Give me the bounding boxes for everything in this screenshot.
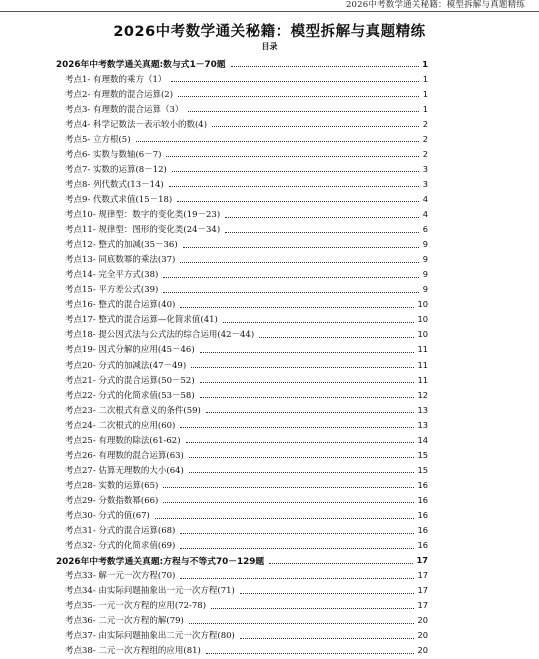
toc-page-number: 1 bbox=[422, 103, 428, 114]
dot-leader bbox=[180, 533, 414, 534]
dot-leader bbox=[231, 66, 419, 67]
dot-leader bbox=[180, 307, 414, 308]
toc-entry-label: 考点35- 一元一次方程的应用(72-78) bbox=[65, 601, 207, 612]
dot-leader bbox=[172, 171, 419, 172]
toc-page-number: 20 bbox=[417, 645, 428, 656]
toc-entry-label: 考点9- 代数式求值(15－18) bbox=[65, 194, 173, 205]
dot-leader bbox=[186, 442, 415, 443]
toc-entry-label: 考点32- 分式的化简求值(69) bbox=[65, 541, 176, 552]
toc-page-number: 15 bbox=[417, 464, 428, 475]
dot-leader bbox=[269, 563, 413, 564]
toc-page-number: 16 bbox=[417, 540, 428, 551]
toc-page-number: 16 bbox=[417, 494, 428, 505]
toc-page-number: 9 bbox=[422, 284, 428, 295]
toc-page-number: 20 bbox=[417, 615, 428, 626]
toc-page-number: 10 bbox=[417, 299, 428, 310]
toc-page-number: 9 bbox=[422, 239, 428, 250]
dot-leader bbox=[200, 352, 415, 353]
dot-leader bbox=[180, 262, 419, 263]
toc-entry-label: 考点25- 有理数的除法(61-62) bbox=[65, 435, 181, 446]
dot-leader bbox=[189, 472, 415, 473]
dot-leader bbox=[163, 292, 419, 293]
dot-leader bbox=[191, 367, 414, 368]
dot-leader bbox=[212, 126, 419, 127]
toc-page-number: 10 bbox=[417, 314, 428, 325]
toc-page-number: 4 bbox=[422, 193, 428, 204]
toc-page-number: 1 bbox=[422, 73, 428, 84]
toc-entry-label: 考点21- 分式的混合运算(50－52) bbox=[65, 375, 195, 386]
dot-leader bbox=[180, 548, 414, 549]
toc-page-number: 17 bbox=[416, 555, 428, 566]
toc-entry-label: 考点22- 分式的化简求值(53－58) bbox=[65, 390, 195, 401]
header-rule bbox=[0, 11, 539, 12]
document-title: 2026中考数学通关秘籍：模型拆解与真题精练 bbox=[113, 24, 426, 40]
dot-leader bbox=[189, 457, 415, 458]
toc-page-number: 11 bbox=[417, 374, 428, 385]
toc-entry-label: 考点36- 二元一次方程的解(79) bbox=[65, 616, 184, 627]
toc-entry-label: 2026年中考数学通关真题:数与式1－70题 bbox=[56, 60, 226, 70]
toc-page-number: 16 bbox=[417, 525, 428, 536]
toc-entry-label: 考点38- 二元一次方程组的应用(81) bbox=[65, 646, 201, 657]
dot-leader bbox=[240, 593, 415, 594]
dot-leader bbox=[163, 502, 414, 503]
toc-entry-label: 考点16- 整式的混合运算(40) bbox=[65, 300, 176, 311]
toc-entry-label: 考点10- 规律型：数字的变化类(19－23) bbox=[65, 210, 221, 220]
toc-entry-label: 考点7- 实数的运算(8－12) bbox=[65, 164, 167, 175]
toc-entry-label: 考点2- 有理数的混合运算(2) bbox=[65, 89, 174, 100]
toc-entry-label: 考点29- 分数指数幂(66) bbox=[65, 495, 159, 506]
dot-leader bbox=[180, 427, 414, 428]
toc-page-number: 16 bbox=[417, 479, 428, 490]
toc-entry-label: 考点27- 估算无理数的大小(64) bbox=[65, 465, 184, 476]
toc-entry-label: 考点37- 由实际问题抽象出二元一次方程(80) bbox=[65, 631, 235, 642]
toc-page-number: 16 bbox=[417, 510, 428, 520]
toc-page-number: 9 bbox=[422, 254, 428, 265]
dot-leader bbox=[183, 247, 419, 248]
toc-page-number: 1 bbox=[422, 88, 428, 99]
toc-entry-label: 2026年中考数学通关真题:方程与不等式70－129题 bbox=[56, 556, 265, 567]
toc-entry-label: 考点6- 实数与数轴(6－7) bbox=[65, 149, 162, 160]
toc-page-number: 4 bbox=[422, 209, 428, 219]
toc-entry-label: 考点4- 科学记数法－表示较小的数(4) bbox=[65, 119, 208, 130]
toc-page-number: 11 bbox=[417, 359, 428, 370]
toc-entry-label: 考点30- 分式的值(67) bbox=[65, 511, 150, 521]
toc-page-number: 1 bbox=[422, 58, 428, 69]
toc-entry-label: 考点20- 分式的加减法(47－49) bbox=[65, 360, 187, 371]
toc-entry-label: 考点15- 平方差公式(39) bbox=[65, 285, 159, 296]
dot-leader bbox=[166, 156, 419, 157]
toc-entry-label: 考点28- 实数的运算(65) bbox=[65, 480, 159, 491]
dot-leader bbox=[259, 337, 414, 338]
toc-page-number: 6 bbox=[422, 224, 428, 235]
toc-page-number: 12 bbox=[417, 389, 428, 400]
dot-leader bbox=[200, 397, 415, 398]
toc-page-number: 2 bbox=[422, 133, 428, 144]
dot-leader bbox=[189, 623, 415, 624]
toc-entry-label: 考点33- 解一元一次方程(70) bbox=[65, 571, 176, 582]
toc-page-number: 2 bbox=[422, 118, 428, 129]
toc-page-number: 11 bbox=[417, 344, 428, 355]
dot-leader bbox=[200, 382, 415, 383]
toc-entry-label: 考点26- 有理数的混合运算(63) bbox=[65, 450, 184, 461]
dot-leader bbox=[155, 518, 415, 519]
toc-entry-label: 考点23- 二次根式有意义的条件(59) bbox=[65, 405, 201, 416]
toc-entry-label: 考点19- 因式分解的应用(45－46) bbox=[65, 345, 195, 356]
toc-entry-label: 考点5- 立方根(5) bbox=[65, 134, 131, 145]
toc-page-number: 13 bbox=[417, 404, 428, 415]
dot-leader bbox=[225, 232, 419, 233]
running-header: 2026中考数学通关秘籍：模型拆解与真题精练 bbox=[345, 0, 525, 10]
toc-entry-label: 考点17- 整式的混合运算—化简求值(41) bbox=[65, 315, 218, 326]
toc-entry-label: 考点8- 列代数式(13－14) bbox=[65, 179, 164, 190]
dot-leader bbox=[178, 96, 419, 97]
toc-page-number: 17 bbox=[417, 600, 428, 611]
toc-entry-label: 考点3- 有理数的混合运算（3） bbox=[65, 104, 184, 115]
toc-page-number: 13 bbox=[417, 419, 428, 430]
toc-page-number: 17 bbox=[417, 570, 428, 581]
toc-entry-label: 考点11- 规律型：图形的变化类(24－34) bbox=[65, 225, 221, 236]
toc-entry-label: 考点24- 二次根式的应用(60) bbox=[65, 420, 176, 431]
toc-entry-label: 考点18- 提公因式法与公式法的综合运用(42－44) bbox=[65, 330, 255, 341]
toc-page-number: 15 bbox=[417, 449, 428, 460]
dot-leader bbox=[177, 201, 419, 202]
toc-entry-label: 考点12- 整式的加减(35－36) bbox=[65, 240, 178, 251]
toc-page-number: 14 bbox=[417, 434, 428, 445]
dot-leader bbox=[206, 412, 415, 413]
toc-entry-label: 考点14- 完全平方式(38) bbox=[65, 270, 159, 281]
toc-entry-label: 考点13- 同底数幂的乘法(37) bbox=[65, 255, 176, 266]
toc-entry-label: 考点1- 有理数的乘方（1） bbox=[65, 74, 167, 85]
dot-leader bbox=[223, 322, 415, 323]
toc-page-number: 3 bbox=[422, 178, 428, 189]
dot-leader bbox=[211, 608, 414, 609]
toc-entry[interactable] bbox=[65, 642, 428, 659]
dot-leader bbox=[240, 638, 415, 639]
dot-leader bbox=[163, 487, 414, 488]
dot-leader bbox=[180, 578, 414, 579]
toc-page-number: 9 bbox=[422, 269, 428, 280]
toc-heading: 目录 bbox=[261, 42, 278, 51]
toc-entry-label: 考点31- 分式的混合运算(68) bbox=[65, 526, 176, 537]
dot-leader bbox=[163, 277, 419, 278]
toc-page-number: 3 bbox=[422, 163, 428, 174]
toc-page-number: 10 bbox=[417, 329, 428, 340]
toc-page-number: 20 bbox=[417, 630, 428, 641]
dot-leader bbox=[169, 186, 419, 187]
toc-page-number: 2 bbox=[422, 148, 428, 159]
toc-entry-label: 考点34- 由实际问题抽象出一元一次方程(71) bbox=[65, 586, 235, 597]
dot-leader bbox=[188, 111, 419, 112]
dot-leader bbox=[136, 141, 419, 142]
dot-leader bbox=[171, 81, 419, 82]
toc-page-number: 17 bbox=[417, 585, 428, 596]
dot-leader bbox=[225, 217, 419, 218]
dot-leader bbox=[206, 653, 415, 654]
